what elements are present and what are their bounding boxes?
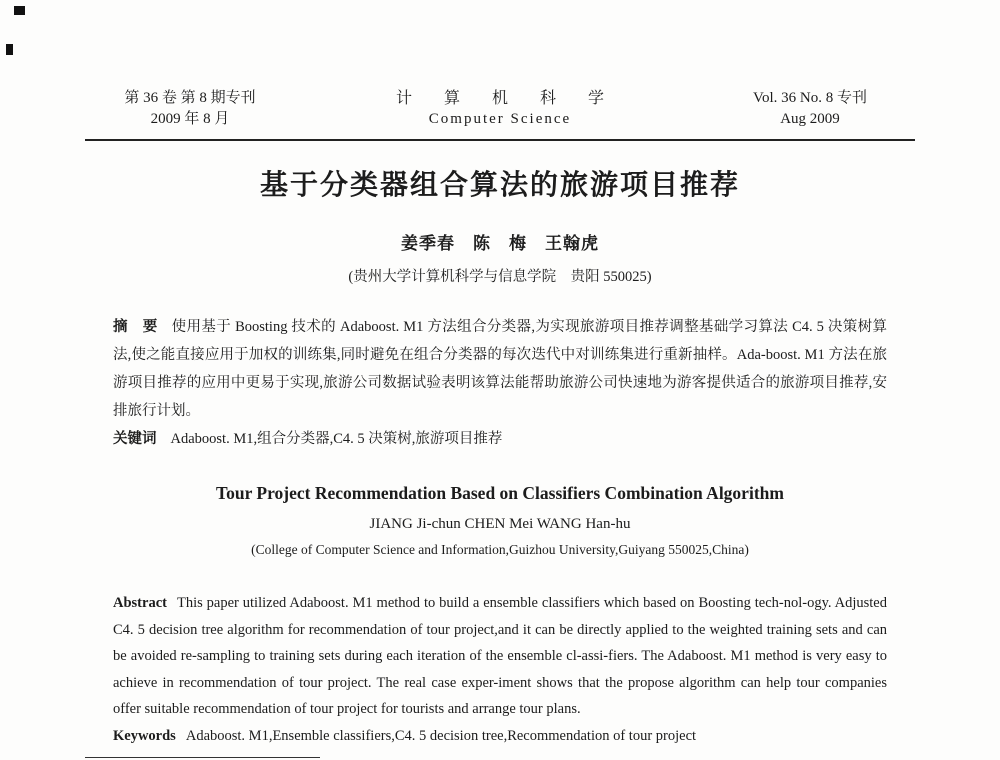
scan-artifact-top	[14, 6, 25, 15]
header-center-block	[295, 88, 705, 130]
affiliation-cn: (贵州大学计算机科学与信息学院 贵阳 550025)	[348, 269, 652, 285]
authors-cn: 姜季春 陈 梅 王翰虎	[401, 234, 599, 253]
volume-issue-cn: 第 36 卷 第 8 期专刊	[124, 90, 256, 106]
scan-artifact-left	[6, 44, 13, 55]
abstract-text-cn: 使用基于 Boosting 技术的 Adaboost. M1 方法组合分类器,为实现旅游项目推荐调整基础学习算法 C4. 5 决策树算法,使之能直接应用于加权的训练集,同时避免在组合分类器的每次迭代中对训练集进行重新抽样。Ada-boost. M1 方法在旅游项目推荐的应用中更易于实现,旅游公司数据试验表明该算法能帮助旅游公司快速地为游客提供适合的旅游项目推荐,安排旅行计划。	[113, 319, 888, 419]
abstract-text-en: This paper utilized Adaboost. M1 method to build a ensemble classifiers which based on Boosting tech-nol-ogy. Adjusted C4. 5 decision tree algorithm for recommendation of tour project,and it can be directly applied to the weighted training sets and can be avoided re-sampling to training sets during each iteration of the ensemble cl-assi-fiers. The Adaboost. M1 method is very easy to achieve in recommendation of tour project. The real case exper-iment shows that the propose algorithm can help tour companies offer suitable recommendation of tour project for tourists and arrange tour plans.	[113, 595, 887, 717]
keywords-cn	[113, 425, 887, 453]
keywords-text-cn: Adaboost. M1,组合分类器,C4. 5 决策树,旅游项目推荐	[170, 431, 503, 447]
paper-title-en: Tour Project Recommendation Based on Classifiers Combination Algorithm	[216, 483, 784, 503]
volume-issue-en: Vol. 36 No. 8 专刊	[753, 90, 867, 106]
journal-header	[85, 88, 915, 130]
affiliation-en: (College of Computer Science and Information,Guizhou University,Guiyang 550025,China)	[251, 542, 749, 557]
header-rule	[85, 139, 915, 141]
authors-en: JIANG Ji-chun CHEN Mei WANG Han-hu	[369, 516, 631, 532]
keywords-label-en: Keywords	[113, 727, 176, 744]
paper-title-cn: 基于分类器组合算法的旅游项目推荐	[259, 170, 740, 201]
abstract-en	[113, 590, 887, 723]
keywords-text-en: Adaboost. M1,Ensemble classifiers,C4. 5 decision tree,Recommendation of tour project	[185, 727, 697, 744]
abstract-label-en: Abstract	[113, 595, 167, 611]
paper-content	[85, 88, 915, 749]
header-left-block	[85, 88, 295, 130]
abstract-label-cn: 摘 要	[113, 319, 158, 335]
keywords-en	[113, 723, 887, 750]
issue-date-cn: 2009 年 8 月	[150, 111, 230, 127]
keywords-label-cn: 关键词	[113, 431, 157, 447]
issue-date-en: Aug 2009	[780, 111, 840, 127]
abstract-cn	[113, 313, 887, 425]
journal-name-cn: 计 算 机 科 学	[395, 90, 618, 107]
journal-name-en: Computer Science	[428, 111, 572, 127]
footnote-rule	[85, 757, 320, 758]
header-right-block	[705, 88, 915, 130]
